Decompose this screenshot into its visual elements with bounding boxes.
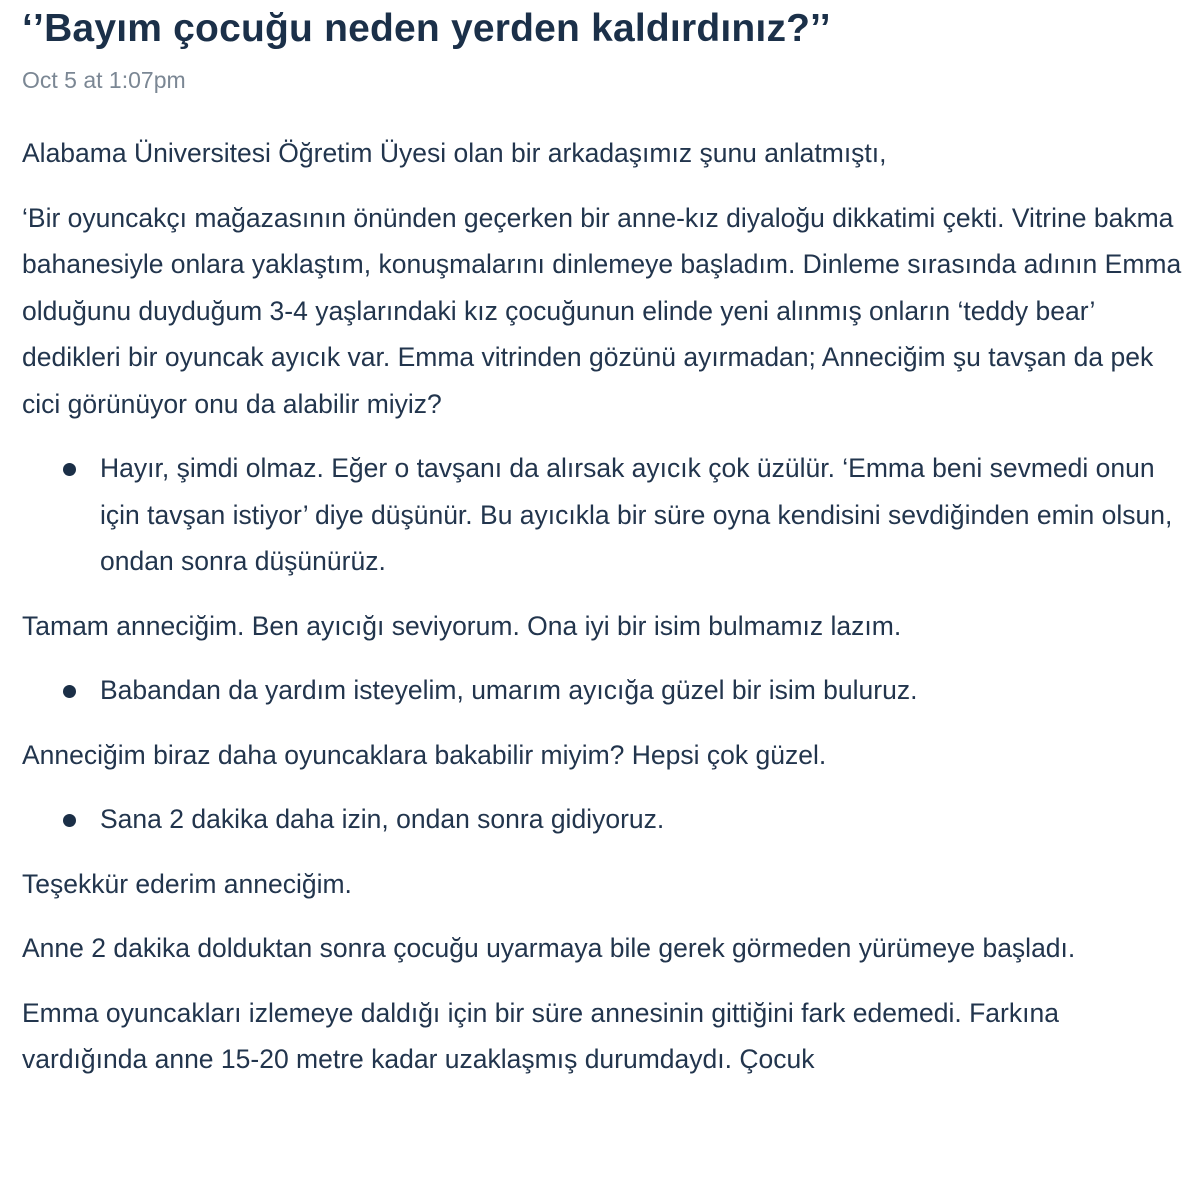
bullet-list (22, 796, 1182, 843)
paragraph-request: Anneciğim biraz daha oyuncaklara bakabilir miyim? Hepsi çok güzel. (22, 739, 827, 770)
bullet-list (22, 667, 1182, 714)
list-item-text: Babandan da yardım isteyelim, umarım ayıcığa güzel bir isim buluruz. (100, 675, 918, 705)
paragraph-story: ‘Bir oyuncakçı mağazasının önünden geçerken bir anne-kız diyaloğu dikkatimi çekti. Vitrine bakma bahanesiyle onlara yaklaştım, konuşmalarını dinlemeye başladım. Dinleme sırasında adının Emma olduğunu duyduğum 3-4 yaşlarındaki kız çocuğunun elinde yeni alınmış onların ‘teddy bear’ dedikleri bir oyuncak ayıcık var. Emma vitrinden gözünü ayırmadan; Anneciğim şu tavşan da pek cici görünüyor onu da alabilir miyiz? (22, 202, 1182, 419)
paragraph-walk: Anne 2 dakika dolduktan sonra çocuğu uyarmaya bile gerek görmeden yürümeye başladı. (22, 933, 1076, 963)
article-title: ‘’Bayım çocuğu neden yerden kaldırdınız?’’ (22, 7, 831, 50)
bullet-list (22, 445, 1182, 585)
article-body (22, 130, 1182, 1101)
bullet-dot-icon (63, 685, 76, 698)
paragraph-noticed: Emma oyuncakları izlemeye daldığı için bir süre annesinin gittiğini fark edemedi. Farkına vardığında anne 15-20 metre kadar uzaklaşmış durumdaydı. Çocuk (22, 997, 1059, 1074)
bullet-dot-icon (63, 814, 76, 827)
list-item-text: Hayır, şimdi olmaz. Eğer o tavşanı da alırsak ayıcık çok üzülür. ‘Emma beni sevmedi onun için tavşan istiyor’ diye düşünür. Bu ayıcıkla bir süre oyna kendisini sevdiğinden emin olsun, ondan sonra düşünürüz. (100, 453, 1173, 576)
post-timestamp: Oct 5 at 1:07pm (22, 67, 186, 93)
list-item (100, 445, 1182, 585)
list-item (100, 796, 1182, 843)
bullet-dot-icon (63, 463, 76, 476)
paragraph-reply: Tamam anneciğim. Ben ayıcığı seviyorum. Ona iyi bir isim bulmamız lazım. (22, 610, 902, 641)
list-item (100, 667, 1182, 714)
paragraph-intro: Alabama Üniversitesi Öğretim Üyesi olan bir arkadaşımız şunu anlatmıştı, (22, 138, 887, 168)
list-item-text: Sana 2 dakika daha izin, ondan sonra gidiyoruz. (100, 804, 665, 834)
paragraph-thanks: Teşekkür ederim anneciğim. (22, 868, 352, 899)
